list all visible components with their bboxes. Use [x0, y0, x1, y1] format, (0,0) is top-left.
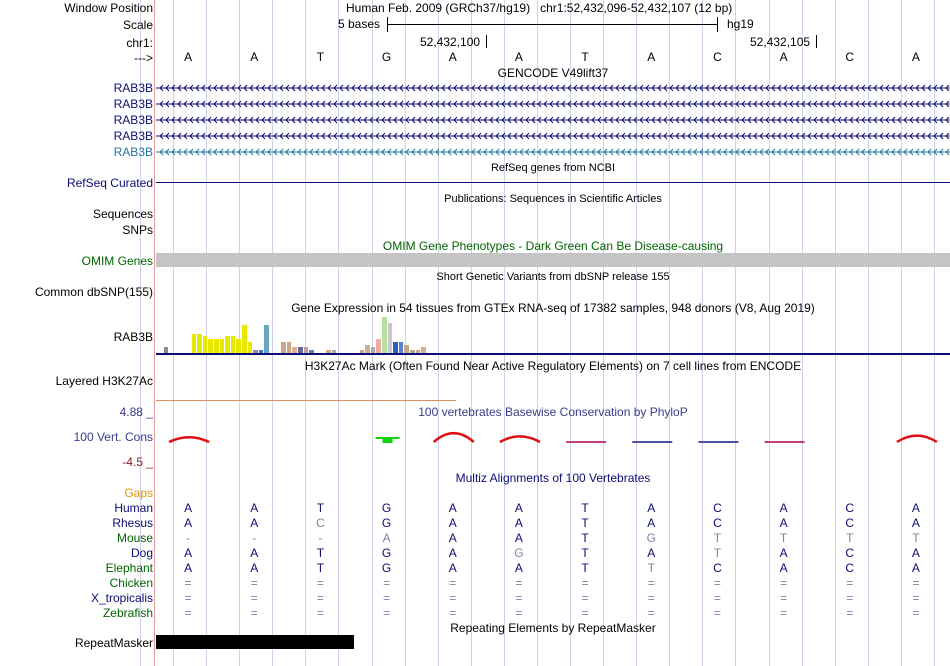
- multiz-species-label[interactable]: Rhesus: [112, 516, 153, 530]
- multiz-aligned-base[interactable]: T: [713, 531, 722, 545]
- multiz-aligned-base[interactable]: T: [846, 531, 854, 545]
- multiz-aligned-base[interactable]: C: [316, 516, 325, 530]
- sequence-base[interactable]: A: [514, 50, 523, 64]
- multiz-species-label[interactable]: Zebrafish: [102, 606, 153, 620]
- coordinate-tick-2-mark: [816, 35, 817, 48]
- phylop-score-mark[interactable]: [169, 437, 209, 442]
- scale-bar-right-tick: [717, 17, 718, 32]
- gencode-transcript-line[interactable]: [156, 146, 950, 158]
- phylop-track-title[interactable]: 100 vertebrates Basewise Conservation by PhyloP: [418, 405, 688, 419]
- repeatmasker-track-title[interactable]: Repeating Elements by RepeatMasker: [450, 621, 656, 635]
- multiz-aligned-base[interactable]: A: [448, 546, 457, 560]
- gencode-gene-label[interactable]: RAB3B: [113, 97, 153, 111]
- sequence-base[interactable]: A: [184, 50, 193, 64]
- dbsnp-track-title[interactable]: Short Genetic Variants from dbSNP release 155: [436, 271, 670, 283]
- gencode-transcript-line[interactable]: [156, 98, 950, 110]
- phylop-score-mark[interactable]: [376, 438, 400, 442]
- gtex-tissue-bar[interactable]: [365, 345, 370, 353]
- multiz-aligned-base[interactable]: =: [316, 606, 324, 620]
- multiz-aligned-base[interactable]: A: [911, 546, 920, 560]
- multiz-aligned-base[interactable]: =: [581, 606, 589, 620]
- multiz-species-label[interactable]: Chicken: [109, 576, 153, 590]
- sequence-base[interactable]: A: [448, 50, 457, 64]
- multiz-aligned-base[interactable]: T: [779, 531, 788, 545]
- gtex-tissue-bar[interactable]: [225, 336, 230, 353]
- multiz-aligned-base[interactable]: A: [514, 531, 523, 545]
- h3k27ac-track-title[interactable]: H3K27Ac Mark (Often Found Near Active Regulatory Elements) on 7 cell lines from ENCODE: [304, 359, 802, 373]
- repeatmasker-element[interactable]: [156, 635, 354, 649]
- multiz-aligned-base[interactable]: C: [845, 516, 855, 530]
- multiz-aligned-base[interactable]: =: [846, 591, 854, 605]
- multiz-aligned-base[interactable]: A: [647, 516, 656, 530]
- multiz-aligned-base[interactable]: =: [780, 591, 788, 605]
- multiz-aligned-base[interactable]: C: [713, 501, 722, 515]
- multiz-aligned-base[interactable]: T: [581, 561, 589, 575]
- refseq-track-title[interactable]: RefSeq genes from NCBI: [490, 162, 616, 174]
- multiz-aligned-base[interactable]: =: [449, 606, 457, 620]
- multiz-aligned-base[interactable]: T: [581, 546, 589, 560]
- window-position-label: Window Position: [64, 1, 153, 15]
- multiz-aligned-base[interactable]: =: [515, 576, 523, 590]
- publications-track-title[interactable]: Publications: Sequences in Scientific Articles: [444, 193, 662, 205]
- multiz-species-label[interactable]: Mouse: [116, 531, 153, 545]
- gtex-gene-label[interactable]: RAB3B: [113, 330, 153, 344]
- multiz-aligned-base[interactable]: A: [514, 501, 523, 515]
- multiz-aligned-base[interactable]: =: [250, 576, 258, 590]
- refseq-gene-line[interactable]: [156, 182, 950, 183]
- multiz-aligned-base[interactable]: A: [911, 516, 920, 530]
- gtex-baseline: [156, 353, 950, 355]
- gtex-track-title[interactable]: Gene Expression in 54 tissues from GTEx RNA-seq of 17382 samples, 948 donors (V8, Aug 2019): [291, 301, 815, 315]
- chrom-label: chr1:: [126, 36, 153, 50]
- multiz-aligned-base[interactable]: A: [250, 501, 259, 515]
- gtex-tissue-bar[interactable]: [393, 342, 398, 353]
- publications-snps-label[interactable]: SNPs: [122, 223, 153, 237]
- multiz-aligned-base[interactable]: =: [912, 606, 920, 620]
- sequence-base[interactable]: T: [581, 50, 589, 64]
- multiz-aligned-base[interactable]: A: [250, 561, 259, 575]
- gtex-tissue-bar[interactable]: [264, 325, 269, 353]
- gtex-tissue-bar[interactable]: [203, 336, 208, 353]
- multiz-aligned-base[interactable]: A: [514, 561, 523, 575]
- multiz-aligned-base[interactable]: =: [316, 591, 324, 605]
- phylop-max-label: 4.88 _: [119, 405, 153, 419]
- assembly-position-text: Human Feb. 2009 (GRCh37/hg19) chr1:52,432,096-52,432,107 (12 bp): [346, 1, 733, 15]
- multiz-aligned-base[interactable]: T: [316, 501, 325, 515]
- scale-text: 5 bases: [338, 17, 381, 31]
- multiz-aligned-base[interactable]: A: [448, 561, 457, 575]
- multiz-aligned-base[interactable]: =: [846, 606, 854, 620]
- multiz-aligned-base[interactable]: =: [713, 591, 721, 605]
- gencode-gene-label[interactable]: RAB3B: [113, 129, 153, 143]
- sequence-base[interactable]: A: [647, 50, 656, 64]
- coordinate-tick-1: 52,432,100: [420, 35, 481, 49]
- multiz-aligned-base[interactable]: A: [448, 531, 457, 545]
- gencode-transcript-line[interactable]: [156, 82, 950, 94]
- multiz-gaps-label[interactable]: Gaps: [124, 486, 153, 500]
- multiz-aligned-base[interactable]: C: [713, 561, 722, 575]
- multiz-species-label[interactable]: Human: [114, 501, 153, 515]
- multiz-aligned-base[interactable]: T: [581, 501, 589, 515]
- h3k27ac-signal-line: [156, 400, 456, 401]
- label-panel-border: [154, 0, 155, 666]
- sequence-base[interactable]: A: [911, 50, 920, 64]
- phylop-min-label: -4.5 _: [122, 455, 153, 469]
- gtex-tissue-bar[interactable]: [248, 342, 253, 353]
- multiz-aligned-base[interactable]: A: [382, 531, 391, 545]
- multiz-aligned-base[interactable]: -: [252, 531, 257, 545]
- phylop-score-mark[interactable]: [434, 433, 474, 442]
- multiz-aligned-base[interactable]: -: [318, 531, 323, 545]
- multiz-aligned-base[interactable]: =: [316, 576, 324, 590]
- multiz-aligned-base[interactable]: =: [912, 591, 920, 605]
- multiz-aligned-base[interactable]: =: [713, 576, 721, 590]
- multiz-species-label[interactable]: Elephant: [105, 561, 153, 575]
- multiz-aligned-base[interactable]: A: [647, 546, 656, 560]
- multiz-aligned-base[interactable]: C: [713, 516, 722, 530]
- multiz-aligned-base[interactable]: =: [515, 606, 523, 620]
- multiz-aligned-base[interactable]: T: [581, 516, 589, 530]
- multiz-aligned-base[interactable]: T: [647, 561, 655, 575]
- multiz-aligned-base[interactable]: =: [780, 576, 788, 590]
- multiz-track-title[interactable]: Multiz Alignments of 100 Vertebrates: [455, 471, 651, 485]
- gtex-tissue-bar[interactable]: [231, 336, 236, 353]
- multiz-aligned-base[interactable]: A: [779, 546, 788, 560]
- multiz-aligned-base[interactable]: C: [845, 561, 855, 575]
- sequence-base[interactable]: C: [713, 50, 722, 64]
- multiz-aligned-base[interactable]: A: [184, 501, 193, 515]
- coordinate-tick-2: 52,432,105: [750, 35, 811, 49]
- multiz-aligned-base[interactable]: T: [316, 546, 325, 560]
- multiz-aligned-base[interactable]: =: [780, 606, 788, 620]
- multiz-aligned-base[interactable]: =: [184, 606, 192, 620]
- gtex-tissue-bar[interactable]: [287, 342, 292, 353]
- multiz-aligned-base[interactable]: A: [448, 501, 457, 515]
- multiz-aligned-base[interactable]: G: [381, 516, 392, 530]
- multiz-species-label[interactable]: X_tropicalis: [90, 591, 153, 605]
- gtex-tissue-bar[interactable]: [236, 339, 241, 353]
- scale-bar: [387, 24, 717, 25]
- sequence-base[interactable]: C: [845, 50, 855, 64]
- gencode-gene-label[interactable]: RAB3B: [113, 81, 153, 95]
- gencode-track-title[interactable]: GENCODE V49lift37: [497, 66, 609, 80]
- gtex-tissue-bar[interactable]: [242, 325, 247, 353]
- multiz-aligned-base[interactable]: G: [646, 531, 656, 545]
- gtex-tissue-bar[interactable]: [192, 334, 197, 353]
- multiz-aligned-base[interactable]: A: [184, 546, 193, 560]
- gtex-tissue-bar[interactable]: [214, 339, 219, 353]
- multiz-aligned-base[interactable]: A: [911, 501, 920, 515]
- multiz-aligned-base[interactable]: =: [647, 606, 655, 620]
- multiz-aligned-base[interactable]: T: [713, 546, 722, 560]
- sequence-base[interactable]: G: [381, 50, 392, 64]
- scale-assembly: hg19: [727, 17, 754, 31]
- gtex-tissue-bar[interactable]: [197, 334, 202, 353]
- sequence-base[interactable]: A: [779, 50, 788, 64]
- multiz-aligned-base[interactable]: =: [846, 576, 854, 590]
- gtex-tissue-bar[interactable]: [220, 339, 225, 353]
- phylop-conservation-plot[interactable]: [156, 420, 950, 460]
- multiz-aligned-base[interactable]: C: [845, 501, 855, 515]
- multiz-aligned-base[interactable]: A: [647, 501, 656, 515]
- multiz-aligned-base[interactable]: A: [448, 516, 457, 530]
- multiz-aligned-base[interactable]: =: [449, 591, 457, 605]
- publications-sequences-label[interactable]: Sequences: [92, 207, 153, 221]
- multiz-aligned-base[interactable]: =: [184, 591, 192, 605]
- multiz-aligned-base[interactable]: A: [184, 561, 193, 575]
- multiz-aligned-base[interactable]: A: [779, 516, 788, 530]
- multiz-aligned-base[interactable]: T: [581, 531, 589, 545]
- multiz-aligned-base[interactable]: G: [514, 546, 524, 560]
- phylop-label[interactable]: 100 Vert. Cons: [73, 430, 153, 444]
- gencode-transcript-line[interactable]: [156, 114, 950, 126]
- multiz-aligned-base[interactable]: A: [779, 501, 788, 515]
- multiz-aligned-base[interactable]: =: [383, 591, 391, 605]
- multiz-aligned-base[interactable]: =: [184, 576, 192, 590]
- gtex-tissue-bar[interactable]: [399, 342, 404, 353]
- multiz-aligned-base[interactable]: =: [912, 576, 920, 590]
- sequence-base[interactable]: T: [316, 50, 325, 64]
- scale-label: Scale: [122, 18, 153, 32]
- phylop-score-mark[interactable]: [897, 436, 937, 442]
- gtex-tissue-bar[interactable]: [382, 317, 387, 353]
- gencode-transcript-line[interactable]: [156, 130, 950, 142]
- dbsnp-label[interactable]: Common dbSNP(155): [34, 285, 153, 299]
- gtex-tissue-bar[interactable]: [281, 342, 286, 353]
- multiz-aligned-base[interactable]: C: [845, 546, 855, 560]
- gtex-tissue-bar[interactable]: [388, 323, 393, 353]
- multiz-aligned-base[interactable]: =: [250, 606, 258, 620]
- multiz-aligned-base[interactable]: A: [779, 561, 788, 575]
- multiz-aligned-base[interactable]: =: [250, 591, 258, 605]
- gencode-gene-label[interactable]: RAB3B: [113, 113, 153, 127]
- multiz-aligned-base[interactable]: =: [581, 591, 589, 605]
- strand-label: --->: [134, 51, 153, 65]
- gtex-tissue-bar[interactable]: [404, 345, 409, 353]
- refseq-curated-label[interactable]: RefSeq Curated: [66, 176, 153, 190]
- multiz-aligned-base[interactable]: T: [912, 531, 920, 545]
- multiz-aligned-base[interactable]: =: [713, 606, 721, 620]
- omim-gene-bar[interactable]: [156, 253, 950, 267]
- coordinate-tick-1-mark: [486, 35, 487, 48]
- multiz-aligned-base[interactable]: G: [381, 546, 392, 560]
- omim-track-title[interactable]: OMIM Gene Phenotypes - Dark Green Can Be Disease-causing: [382, 239, 724, 253]
- phylop-score-mark[interactable]: [500, 436, 540, 442]
- scale-bar-left-tick: [387, 17, 388, 32]
- gtex-tissue-bar[interactable]: [208, 339, 213, 353]
- multiz-aligned-base[interactable]: A: [250, 546, 259, 560]
- multiz-aligned-base[interactable]: =: [647, 591, 655, 605]
- multiz-aligned-base[interactable]: A: [514, 516, 523, 530]
- h3k27ac-label[interactable]: Layered H3K27Ac: [55, 374, 153, 388]
- multiz-aligned-base[interactable]: T: [316, 561, 325, 575]
- multiz-aligned-base[interactable]: =: [515, 591, 523, 605]
- multiz-aligned-base[interactable]: A: [911, 561, 920, 575]
- omim-genes-label[interactable]: OMIM Genes: [81, 254, 153, 268]
- gencode-gene-label[interactable]: RAB3B: [113, 145, 153, 159]
- multiz-aligned-base[interactable]: =: [581, 576, 589, 590]
- multiz-aligned-base[interactable]: -: [186, 531, 191, 545]
- repeatmasker-label[interactable]: RepeatMasker: [74, 636, 153, 650]
- multiz-aligned-base[interactable]: =: [449, 576, 457, 590]
- multiz-aligned-base[interactable]: =: [647, 576, 655, 590]
- multiz-aligned-base[interactable]: A: [250, 516, 259, 530]
- multiz-aligned-base[interactable]: A: [184, 516, 193, 530]
- multiz-aligned-base[interactable]: G: [381, 501, 392, 515]
- multiz-species-label[interactable]: Dog: [130, 546, 153, 560]
- multiz-aligned-base[interactable]: G: [381, 561, 392, 575]
- gtex-tissue-bar[interactable]: [376, 339, 381, 353]
- multiz-aligned-base[interactable]: =: [383, 576, 391, 590]
- multiz-aligned-base[interactable]: =: [383, 606, 391, 620]
- sequence-base[interactable]: A: [250, 50, 259, 64]
